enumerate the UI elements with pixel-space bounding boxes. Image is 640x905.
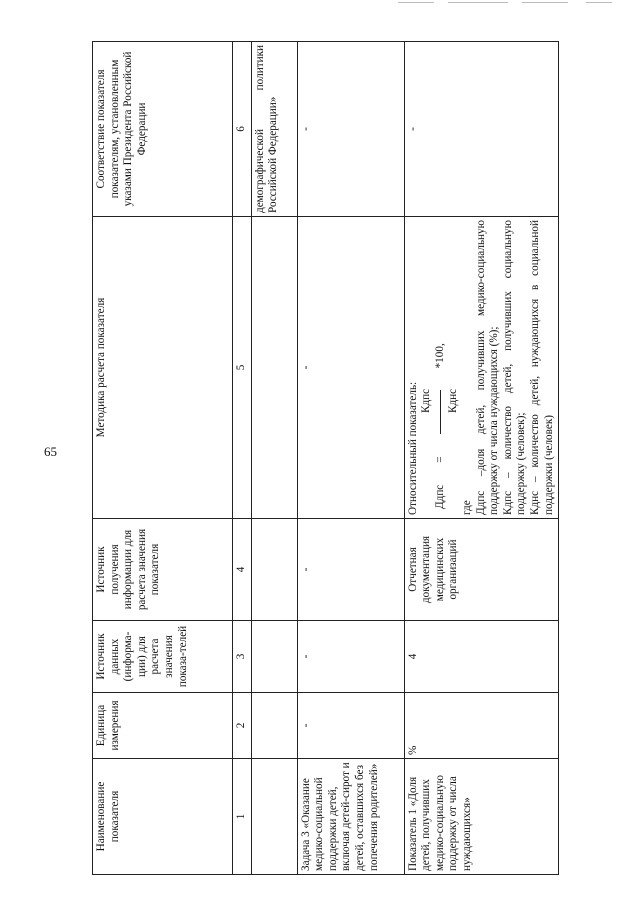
col-number: 3 <box>233 621 252 693</box>
cell-empty <box>251 759 297 875</box>
cell-method: - <box>297 217 404 519</box>
page-number: 65 <box>44 444 57 459</box>
header-method: Методика расчета показателя <box>93 217 233 519</box>
cell-empty <box>251 621 297 693</box>
method-definition: Кднс – количество детей, нуждающихся в социальной поддержки (человек) <box>528 220 555 515</box>
formula-denominator-line <box>447 220 461 515</box>
cell-source-info: - <box>297 519 404 621</box>
header-source-data: Источник данных (информа-ции) для расчета значения показа-телей <box>93 621 233 693</box>
method-definition: Кдпс – количество детей, получивших социальную поддержку (человек); <box>501 220 528 515</box>
header-source-info: Источник получения информации для расчета значения показателя <box>93 519 233 621</box>
header-unit: Единица измерения <box>93 693 233 759</box>
col-number: 4 <box>233 519 252 621</box>
cell-empty <box>251 693 297 759</box>
rotated-page-content <box>92 42 555 875</box>
formula-multiplier: *100, <box>433 343 446 369</box>
header-name: Наименование показателя <box>93 759 233 875</box>
cell-unit: % <box>404 693 559 759</box>
method-where: где <box>460 500 473 515</box>
column-number-row <box>233 42 252 875</box>
table-row <box>404 42 559 875</box>
formula-lhs: Ддпс <box>433 484 446 509</box>
formula-numerator-line <box>420 220 434 515</box>
cell-compliance: - <box>404 42 559 217</box>
cell-unit: - <box>297 693 404 759</box>
table-row <box>251 42 297 875</box>
formula-equals: = <box>433 456 446 463</box>
col-number: 5 <box>233 217 252 519</box>
col-number: 6 <box>233 42 252 217</box>
formula <box>434 220 448 515</box>
scan-artifact <box>586 2 612 3</box>
formula-numerator: Кдпс <box>420 388 433 413</box>
col-number: 2 <box>233 693 252 759</box>
cell-empty <box>251 217 297 519</box>
formula-denominator: Кднс <box>447 388 460 413</box>
indicator-table <box>92 41 559 875</box>
cell-source-data: 4 <box>404 621 559 693</box>
col-number: 1 <box>233 759 252 875</box>
cell-task-name: Задача 3 «Оказание медико-социальной поддержки детей, включая детей-сирот и детей, оставшихся без попечения родителей» <box>297 759 404 875</box>
rotated-table-area <box>92 42 555 875</box>
cell-compliance: демографической политики Российской Федерации» <box>251 42 297 217</box>
fraction-bar <box>440 390 441 434</box>
method-definition: Ддпс –доля детей, получивших медико-социальную поддержку от числа нуждающихся (%); <box>474 220 501 515</box>
scan-artifact <box>398 2 434 3</box>
method-intro: Относительный показатель: <box>406 381 419 515</box>
cell-compliance: - <box>297 42 404 217</box>
cell-source-data: - <box>297 621 404 693</box>
cell-empty <box>251 519 297 621</box>
table-row <box>297 42 404 875</box>
cell-source-info: Отчетная документация медицинских организаций <box>404 519 559 621</box>
cell-method <box>404 217 559 519</box>
cell-indicator-name: Показатель 1 «Доля детей, получивших медико-социальную поддержку от числа нуждающихся» <box>404 759 559 875</box>
scan-artifact <box>522 2 568 3</box>
table-header-row <box>93 42 233 875</box>
header-compliance: Соответствие показателя показателям, установленным указами Президента Российской Федерации <box>93 42 233 217</box>
scan-artifact <box>448 2 508 3</box>
